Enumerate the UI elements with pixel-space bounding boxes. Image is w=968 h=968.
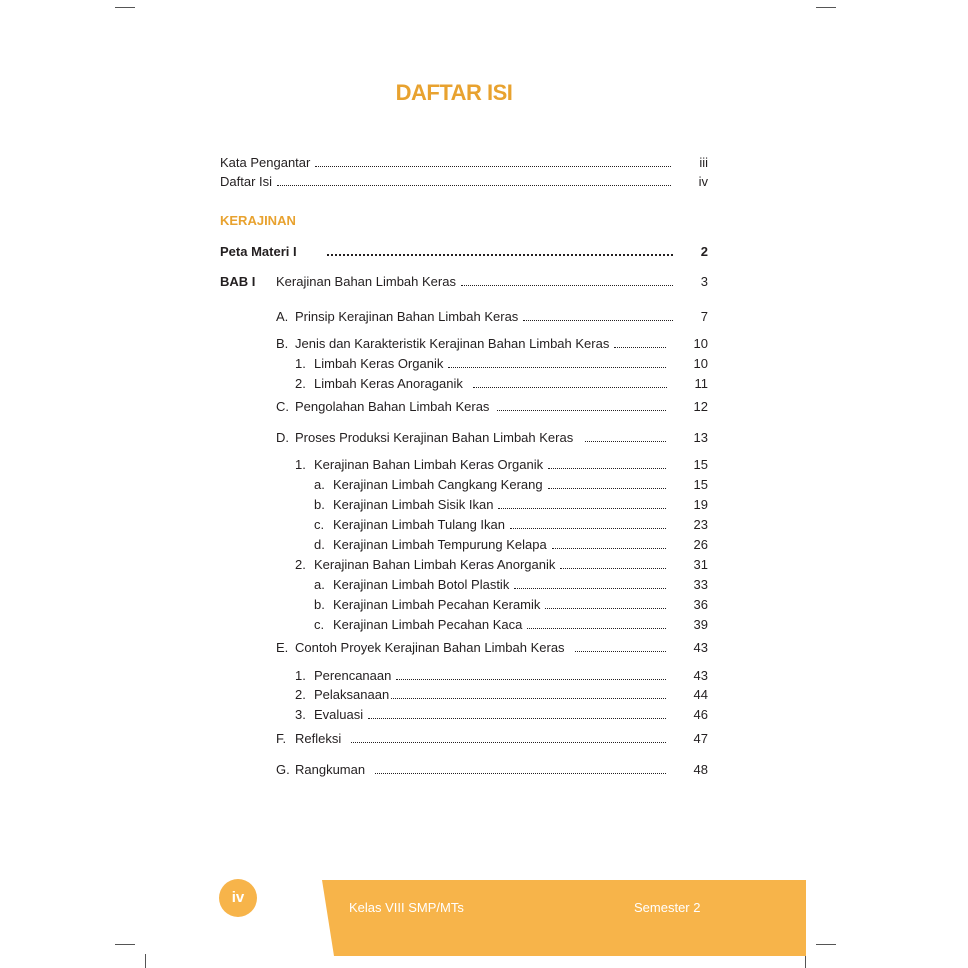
dot-leader [548,486,666,489]
toc-entry-b2[interactable] [314,374,708,394]
toc-number: 2. [295,687,306,702]
dot-leader [327,252,673,256]
toc-label: Perencanaan [314,668,392,683]
dot-leader [448,365,665,368]
toc-page: 43 [693,668,708,683]
toc-label: Kerajinan Limbah Tulang Ikan [333,517,506,532]
dot-leader [351,740,665,743]
toc-label: Evaluasi [314,707,364,722]
dot-leader [527,626,665,629]
crop-mark [816,944,836,945]
toc-label: Kerajinan Limbah Pecahan Keramik [333,597,541,612]
dot-leader [523,318,672,321]
toc-page: iii [699,155,708,170]
toc-number: c. [314,617,325,632]
toc-page: 46 [693,707,708,722]
toc-label: Rangkuman [295,762,366,777]
crop-mark [805,954,806,968]
toc-entry-d1d[interactable] [333,535,708,555]
toc-entry-a[interactable] [295,307,708,327]
toc-label: Kerajinan Bahan Limbah Keras [276,274,456,289]
toc-entry-peta-materi[interactable] [220,242,708,262]
toc-entry-b[interactable] [295,334,708,354]
toc-label: Daftar Isi [220,174,273,189]
footer-band [322,880,806,956]
dot-leader [552,546,666,549]
footer-semester-label: Semester 2 [634,900,701,915]
toc-entry-d2c[interactable] [333,615,708,635]
footer-class-label: Kelas VIII SMP/MTs [349,900,464,915]
toc-page: 44 [693,687,708,702]
toc-label: Peta Materi I [220,244,297,259]
toc-label: Kerajinan Bahan Limbah Keras Organik [314,457,544,472]
toc-page: 15 [693,457,708,472]
dot-leader [498,506,665,509]
toc-page: 12 [693,399,708,414]
toc-number: a. [314,577,325,592]
toc-label: Prinsip Kerajinan Bahan Limbah Keras [295,309,519,324]
toc-page: 48 [693,762,708,777]
toc-entry-d2b[interactable] [333,595,708,615]
crop-mark [145,954,146,968]
toc-page: 10 [693,356,708,371]
toc-entry-d2a[interactable] [333,575,708,595]
toc-page: 10 [693,336,708,351]
toc-entry-e[interactable] [295,638,708,658]
section-heading: KERAJINAN [220,213,296,228]
toc-page: 13 [693,430,708,445]
page-number-badge: iv [219,879,257,917]
toc-number: 1. [295,356,306,371]
toc-number: G. [276,762,290,777]
toc-label: Kata Pengantar [220,155,311,170]
toc-page: 7 [700,309,708,324]
dot-leader [497,408,665,411]
dot-leader [514,586,665,589]
bab-number: BAB I [220,274,256,289]
toc-entry-d1[interactable] [314,455,708,475]
toc-label: Kerajinan Bahan Limbah Keras Anorganik [314,557,556,572]
toc-number: 1. [295,457,306,472]
toc-entry-d1a[interactable] [333,475,708,495]
toc-page: 47 [693,731,708,746]
toc-number: 3. [295,707,306,722]
crop-mark [816,7,836,8]
toc-label: Kerajinan Limbah Tempurung Kelapa [333,537,547,552]
toc-page: 36 [693,597,708,612]
toc-label: Limbah Keras Organik [314,356,444,371]
toc-label: Pelaksanaan [314,687,390,702]
toc-entry-e3[interactable] [314,705,708,725]
dot-leader [575,649,666,652]
dot-leader [396,677,665,680]
toc-number: 2. [295,557,306,572]
toc-label: Kerajinan Limbah Botol Plastik [333,577,510,592]
toc-page: 33 [693,577,708,592]
toc-page: 15 [693,477,708,492]
toc-label: Refleksi [295,731,342,746]
dot-leader [560,566,665,569]
dot-leader [375,771,665,774]
dot-leader [510,526,666,529]
toc-number: B. [276,336,289,351]
toc-page: 11 [694,376,708,391]
toc-label: Kerajinan Limbah Pecahan Kaca [333,617,523,632]
crop-mark [115,7,135,8]
toc-label: Limbah Keras Anoraganik [314,376,463,391]
toc-page: 39 [693,617,708,632]
dot-leader [473,385,667,388]
toc-label: Contoh Proyek Kerajinan Bahan Limbah Keras [295,640,565,655]
dot-leader [614,345,665,348]
toc-entry-d[interactable] [295,428,708,448]
dot-leader [548,466,665,469]
toc-number: F. [276,731,287,746]
toc-entry-daftar-isi[interactable] [220,172,708,192]
toc-page: 2 [700,244,708,259]
dot-leader [277,183,671,186]
toc-entry-d2[interactable] [314,555,708,575]
dot-leader [545,606,665,609]
dot-leader [461,283,673,286]
crop-mark [115,944,135,945]
toc-page: 43 [693,640,708,655]
toc-number: b. [314,497,325,512]
toc-entry-d1b[interactable] [333,495,708,515]
dot-leader [391,696,665,699]
toc-number: 1. [295,668,306,683]
toc-entry-bab-1[interactable] [276,272,708,292]
toc-number: b. [314,597,325,612]
toc-number: a. [314,477,325,492]
toc-number: 2. [295,376,306,391]
toc-number: C. [276,399,289,414]
toc-entry-c[interactable] [295,397,708,417]
toc-entry-g[interactable] [295,760,708,780]
toc-entry-e1[interactable] [314,666,708,686]
toc-page: 3 [700,274,708,289]
toc-label: Jenis dan Karakteristik Kerajinan Bahan Limbah Keras [295,336,610,351]
toc-entry-e2[interactable] [314,685,708,705]
toc-number: c. [314,517,325,532]
toc-label: Pengolahan Bahan Limbah Keras [295,399,490,414]
toc-entry-d1c[interactable] [333,515,708,535]
toc-page: 23 [693,517,708,532]
toc-page: 31 [693,557,708,572]
toc-number: d. [314,537,325,552]
toc-page: iv [698,174,708,189]
toc-number: E. [276,640,289,655]
toc-page: 19 [693,497,708,512]
toc-page: 26 [693,537,708,552]
toc-label: Kerajinan Limbah Sisik Ikan [333,497,494,512]
dot-leader [315,164,671,167]
toc-entry-b1[interactable] [314,354,708,374]
toc-number: D. [276,430,289,445]
toc-entry-f[interactable] [295,729,708,749]
toc-number: A. [276,309,289,324]
toc-label: Proses Produksi Kerajinan Bahan Limbah Keras [295,430,574,445]
dot-leader [585,439,665,442]
dot-leader [368,716,665,719]
toc-entry-kata-pengantar[interactable] [220,153,708,173]
page-title: DAFTAR ISI [395,80,513,105]
toc-label: Kerajinan Limbah Cangkang Kerang [333,477,543,492]
